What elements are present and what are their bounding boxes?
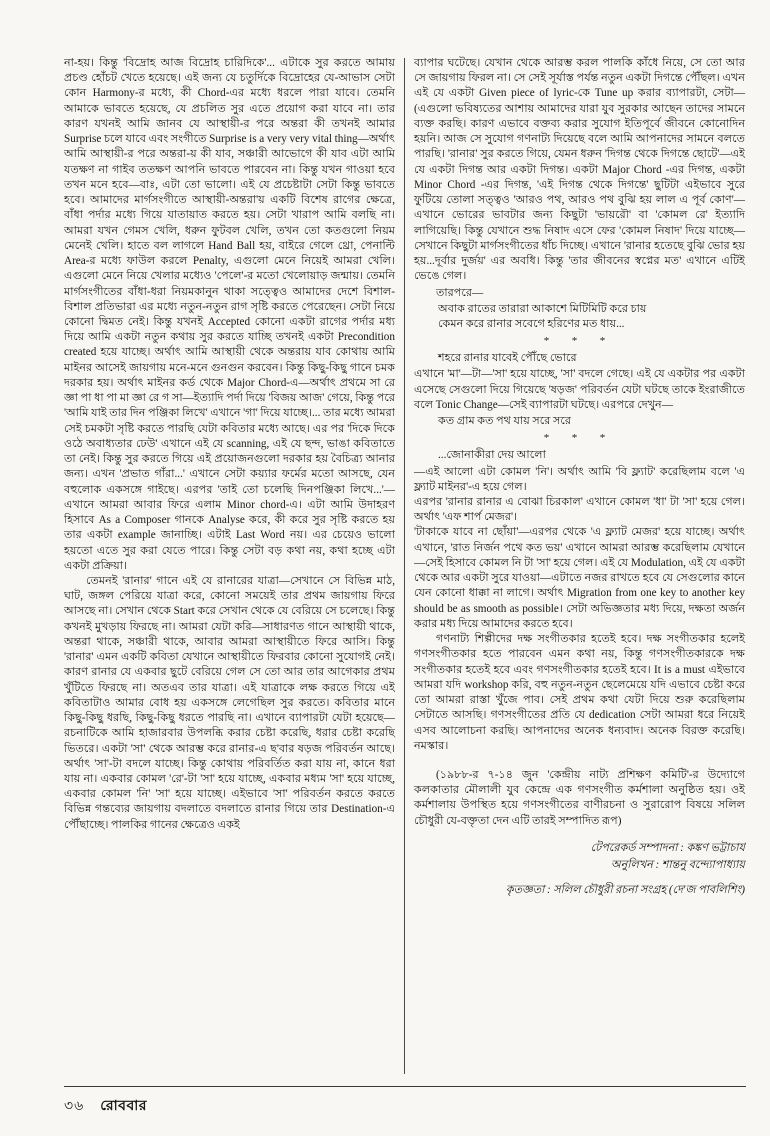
paragraph: 'টাকাকে যাবে না ছোঁয়া'—এরপর থেকে 'এ ফ্ল্যাট মেজর' হয়ে যাচ্ছে। অর্থাৎ এখানে, 'রাত নির্জন পথে কত ভয়' এখানে আমরা আরম্ভ করেছিলাম যেখানে—সেই হিসাবে কোমল নি টা 'সা' হয়ে গেল। এই যে Modulation, এই যে একটা থেকে আর একটা সুরে যাওয়া—এটাতে নজর রাখতে হবে যে সেগুলোর কানে যেন কোনো ধাক্কা না লাগে। অর্থাৎ Migration from one key to another key should be as smooth as possible। সেটা অভিজ্ঞতার মধ্য দিয়ে, দক্ষতা অর্জন করার মধ্য দিয়ে আমাদের করতে হবে।	[414, 526, 745, 630]
section-separator: * * *	[543, 335, 616, 348]
credit-line: কৃতজ্ঞতা : সলিল চৌধুরী রচনা সংগ্রহ (দে'জ পাবলিশিং)	[505, 884, 745, 897]
verse-line: ...জোনাকীরা দেয় আলো	[438, 449, 546, 462]
verse-line: শহরে রানার যাবেই পৌঁছে ভোরে	[438, 352, 577, 365]
section-separator: * * *	[543, 432, 616, 445]
verse-line: অবাক রাতের তারারা আকাশে মিটিমিটি করে চায়	[438, 302, 647, 315]
verse-line: কত গ্রাম কত পথ যায় সরে সরে	[438, 415, 572, 428]
magazine-name: রোববার	[100, 1099, 148, 1114]
left-column	[64, 56, 395, 1074]
page-number: ৩৬	[64, 1099, 85, 1114]
credit-line: টেপরেকর্ড সম্পাদনা : কঙ্কণ ভট্টাচার্য	[590, 841, 745, 854]
paragraph: না-হয়। কিন্তু 'বিদ্রোহ আজ বিদ্রোহ চারিদিকে'... এটাকে সুর করতে আমায় প্রচণ্ড হোঁচট খেতে হয়েছে। এই জন্য যে চতুর্দিকে বিদ্রোহের যে-আভাস সেটা কোন Harmony-র মধ্যে, কী Chord-এর মধ্যে ধরলে পারা যাবে। তেমনি আমাকে ভাবতে হয়েছে, যে প্রচলিত সুর এতে প্রয়োগ করা যাবে না। তার কারণ যখনই আমি জানব যে আস্থায়ী-র পরে অন্তরা কী তখনই আমার Surprise চলে যাবে এবং সংগীতে Surprise is a very very vital thing—অর্থাৎ আমি আস্থায়ী-র পরে অন্তরা-য় কী যাব, সঞ্চারী আভোগে কী যাব এটা আমি যতক্ষণ না গাইব ততক্ষণ আপনি ভাবতে পারবেন না। কিন্তু যখন গাওয়া হবে তখন মনে হবে—বাঃ, এটা তো ভালো। এই যে প্রচেষ্টাটা সেটা কিন্তু ভাবতে হবে। আমাদের মার্গসংগীতে আস্থায়ী-অন্তরা'য় একটি বিশেষ রাগের ক্ষেত্রে, বাঁধা পর্দার মধ্যে গিয়ে যাতায়াত করতে হয়। সেটা খারাপ আমি বলছি না। আমরা যখন গেমস খেলি, ধরুন ফুটবল খেলি, তখন তো কতগুলো নিয়ম মেনেই খেলি। হাতে বল লাগলে Hand Ball হয়, বাইরে গেলে থ্রো, পেনাল্টি Area-র মধ্যে ফাউল করলে Penalty, এগুলো মেনে নিয়েই আমরা খেলি। এগুলো মেনে নিয়ে খেলার মধ্যেও 'পেলে'-র মতো খেলোয়াড় জন্মায়। তেমনি মার্গসংগীতের বাঁধা-ধরা নিয়মকানুন থাকা সত্ত্বেও আমাদের দেশে বিশাল-বিশাল প্রতিভারা এর মধ্যে নতুন-নতুন রাগ সৃষ্টি করতে পেরেছেন। সেটা নিয়ে কোনো দ্বিমত নেই। কিন্তু যখনই Accepted কোনো একটা রাগের পর্দার মধ্য দিয়ে আমি একটা নতুন কথায় সুর করতে যাচ্ছি তখনই একটা Precondition created হয়ে যাচ্ছে। অর্থাৎ আমি আস্থায়ী থেকে অন্তরায় যাব কোথায় আমি মাইনর আসেই জায়গায় মনে-মনে গুনগুন করবেন। কিন্তু কিছু-কিছু গানে চমক দরকার হয়। অর্থাৎ মাইনর কর্ড থেকে Major Chord-এ—অর্থাৎ প্রথমে সা রে জ্ঞা পা ধা পা মা জ্ঞা রে গ সা—ইত্যাদি পর্দা দিয়ে 'বিজয় আজ' গেয়ে, কিন্তু পরে 'আমি যাই তার দিন পঞ্জিকা লিখে' এখানে 'গা' দিয়ে যাচ্ছে।... তার মধ্যে আমরা সেই চমকটা সৃষ্টি করতে পারছি যেটা কবিতার মধ্যে আছে। এর পর 'দিকে দিকে ওঠে অবাধ্যতার ঢেউ' এখানে এই যে scanning, এই যে ছন্দ, ভাঙা কবিতাতে তা নেই। কিন্তু সুর করতে গিয়ে এই প্রয়োজনগুলো দরকার হয় বৈচিত্র্য আনার জন্য। এখন 'প্রভাত গাঁরা...' এখানে সেটা কয়্যার ফর্মের মতো আসছে, যেন বহুলোক একসঙ্গে গাইছে। এরপর 'তাই তো চলেছি দিনপঞ্জিকা লিখে...'—এখানে আমরা আবার ফিরে এলাম Minor chord-এ। এটা আমি উদাহরণ হিসাবে As a Composer গানকে Analyse করে, কী করে সুর সৃষ্টি করতে হয় তার একটা example জানাচ্ছি। এটাই Last Word নয়। এর চেয়েও ভালো হয়তো এতে সুর করা যেতে পারে। কিন্তু সেটা বড় কথা নয়, কথা হচ্ছে এটা একটা প্রক্রিয়া।	[64, 57, 395, 572]
paragraph: এখানে 'মা'—টা—'সা' হয়ে যাচ্ছে, 'সা' বদলে গেছে। এই যে একটার পর একটা এসেছে সেগুলো দিয়ে গিয়েছে 'ষড়জ' পরিবর্তন যেটা ঘটছে তাকে ইংরাজীতে বলে Tonic Change—সেই ব্যাপারটা ঘটছে। এরপরে দেখুন—	[414, 368, 745, 411]
paragraph: গণনাট্য শিল্পীদের দক্ষ সংগীতকার হতেই হবে। দক্ষ সংগীতকার হলেই গণসংগীতকার হতে পারবেন এমন কথা নয়, কিন্তু গণসংগীতকারকে দক্ষ সংগীতকার হতেই হবে এবং গণসংগীতকার হতেই হবে। It is a must এইভাবে আমরা যদি workshop করি, বহু নতুন-নতুন ছেলেমেয়ে যদি এভাবে চেষ্টা করে তো আমরা রাস্তা খুঁজে পাব। সেই প্রথম কথা যেটা দিয়ে শুরু করেছিলাম সেটাতে আসছি। গণসংগীতের প্রতি যে dedication সেটা আমরা ধরে নিয়েই এসব আলোচনা করছি। আপনাদের অনেক ধন্যবাদ। অনেক বিরক্ত করেছি। নমস্কার।	[414, 633, 745, 752]
credits-block	[414, 841, 745, 899]
paragraph: —এই আলো এটা কোমল 'নি'। অর্থাৎ আমি 'বি ফ্ল্যাট' করেছিলাম বলে 'এ ফ্ল্যাট মাইনর'-এ হয়ে গেল।	[414, 465, 745, 493]
right-column	[414, 56, 745, 1074]
footer-rule	[64, 1086, 746, 1087]
verse-line: কেমন করে রানার সবেগে হরিণের মত ধায়...	[438, 317, 625, 330]
column-divider	[404, 58, 405, 1074]
paragraph: এরপর 'রানার রানার এ বোঝা চিরকাল' এখানে কোমল 'ধা' টা 'সা' হয়ে গেল। অর্থাৎ 'এফ শার্প মেজর'।	[414, 496, 745, 524]
article-body	[64, 56, 746, 1074]
lead-line: তারপরে—	[436, 286, 484, 299]
paragraph: তেমনই 'রানার' গানে এই যে রানারের যাত্রা—সেখানে সে বিভিন্ন মাঠ, ঘাট, জঙ্গল পেরিয়ে যাত্রা করে, কোনো সময়েই তার প্রথম জায়গায় ফিরে আসছে না। সেখান থেকে Start করে সেখান থেকে যে বেরিয়ে সে চলেছে। কিন্তু কখনই মুখড়ায় ফিরছে না। আমরা যেটা করি—সাধারণত গানে আস্থায়ী থাকে, অন্তরা থাকে, সঞ্চারী থাকে, আবার আমরা আস্থায়ীতে ফিরে আসি। কিন্তু 'রানার' এমন একটি কবিতা যেখানে আস্থায়ীতে ফিরবার কোনো সুযোগই নেই। কারণ রানার যে একবার ছুটে বেরিয়ে গেল সে তো আর তার আগেকার প্রথম খুঁটিতে ফিরছে না। অতএব তার যাত্রা। এই যাত্রাকে লক্ষ করতে গিয়ে এই কবিতাটাও আমার বোধ হয় একসঙ্গে লেগেছিল সুর করতে। কবিতার মানে কিছু-কিছু ধরছি, কিছু-কিছু ধরতে পারছি না। এখানে ব্যাপারটা যেটা হয়েছে—রচনাটিকে আমি হাজারবার উপলব্ধি করার চেষ্টা করেছি, ধরার চেষ্টা করেছি ভিতরে। একটা 'সা' থেকে আরম্ভ করে রানার-এ ছ'বার ষড়জ পরিবর্তন আছে। অর্থাৎ 'সা'-টা বদলে যাচ্ছে। কিন্তু কোথায় পরিবর্তিত করা যায় না, কানে ধরা যায় না। একবার কোমল 'রে'-টা 'সা' হয়ে যাচ্ছে, একবার মধ্যম 'সা' হয়ে যাচ্ছে, একবার কোমল 'নি' 'সা' হয়ে যাচ্ছে। এইভাবে 'সা' পরিবর্তন করতে করতে বিভিন্ন গন্তব্যের জায়গায় বদলাতে বদলাতে রানার গিয়ে তার Destination-এ পৌঁছাচ্ছে। পালকির গানের ক্ষেত্রেও একই	[64, 574, 395, 831]
credit-line: অনুলিখন : শান্তনু বন্দ্যোপাধ্যায়	[610, 859, 745, 872]
page-footer	[64, 1094, 147, 1118]
editorial-note: (১৯৮৮-র ৭-১৪ জুন 'কেন্দ্রীয় নাট্য প্রশিক্ষণ কমিটি'-র উদ্যোগে কলকাতার মৌলালী যুব কেন্দ্রে এক গণসংগীত কর্মশালা অনুষ্ঠিত হয়। ওই কর্মশালায় উপস্থিত হয়ে গণসংগীতের বাণীরচনা ও সুরারোপ বিষয়ে সলিল চৌধুরী যে-বক্তৃতা দেন এটি তারই সম্পাদিত রূপ)	[414, 768, 745, 827]
verse-block	[414, 302, 745, 332]
paragraph: ব্যাপার ঘটেছে। যেখান থেকে আরম্ভ করল পালকি কাঁধে নিয়ে, সে তো আর সে জায়গায় ফিরল না। সে সেই সূর্যাস্ত পর্যন্ত নতুন একটা দিগন্তে পৌঁছল। এখন এই যে একটা Given piece of lyric-কে Tune up করার ব্যাপারটা, সেটা—(এগুলো ভবিষ্যতের আশায় আমাদের যারা যুব সুরকার আছেন তাদের সামনে ব্যক্ত করছি। কারণ এভাবে বক্তব্য করার সুযোগ ইতিপূর্বে জীবনে কোনোদিন হয়নি। আজ সে সুযোগ গণনাট্য দিয়েছে বলে আমি আপনাদের সামনে বলতে পারছি। 'রানার' সুর করতে গিয়ে, যেমন ধরুন 'দিগন্ত থেকে দিগন্তে ছোটে'—এই যে একটা দিগন্ত আর একটা দিগন্ত। একটা Major Chord -এর দিগন্ত, একটা Minor Chord -এর দিগন্ত, 'এই দিগন্ত থেকে দিগন্তে' ছুটিটা এইভাবে সুরে ফুটিয়ে তোলা সত্ত্বও 'আরও পথ, আরও পথ বুঝি হয় লাল এ পূর্ব কোণ'—এখানে ভোরের ভাবটার জন্য কিছুটা 'ভায়রৌ' বা 'কোমল রে' ইত্যাদি লাগিয়েছি। কিন্তু যেখানে শুদ্ধ নিষাদ এসে ফের 'কোমল নিষাদ' দিয়ে যাচ্ছে—সেখানে কিছুটা মার্গসংগীতের ধাঁচ দিচ্ছে। এখানে 'রানার হতেছে বুঝি ভোর হয় হয়...দূর্বার দুর্জয়' এর অবধি। কিন্তু 'তার জীবনের স্বপ্নের মত' এখানে এটিই ভেঙে গেল।	[414, 57, 745, 283]
